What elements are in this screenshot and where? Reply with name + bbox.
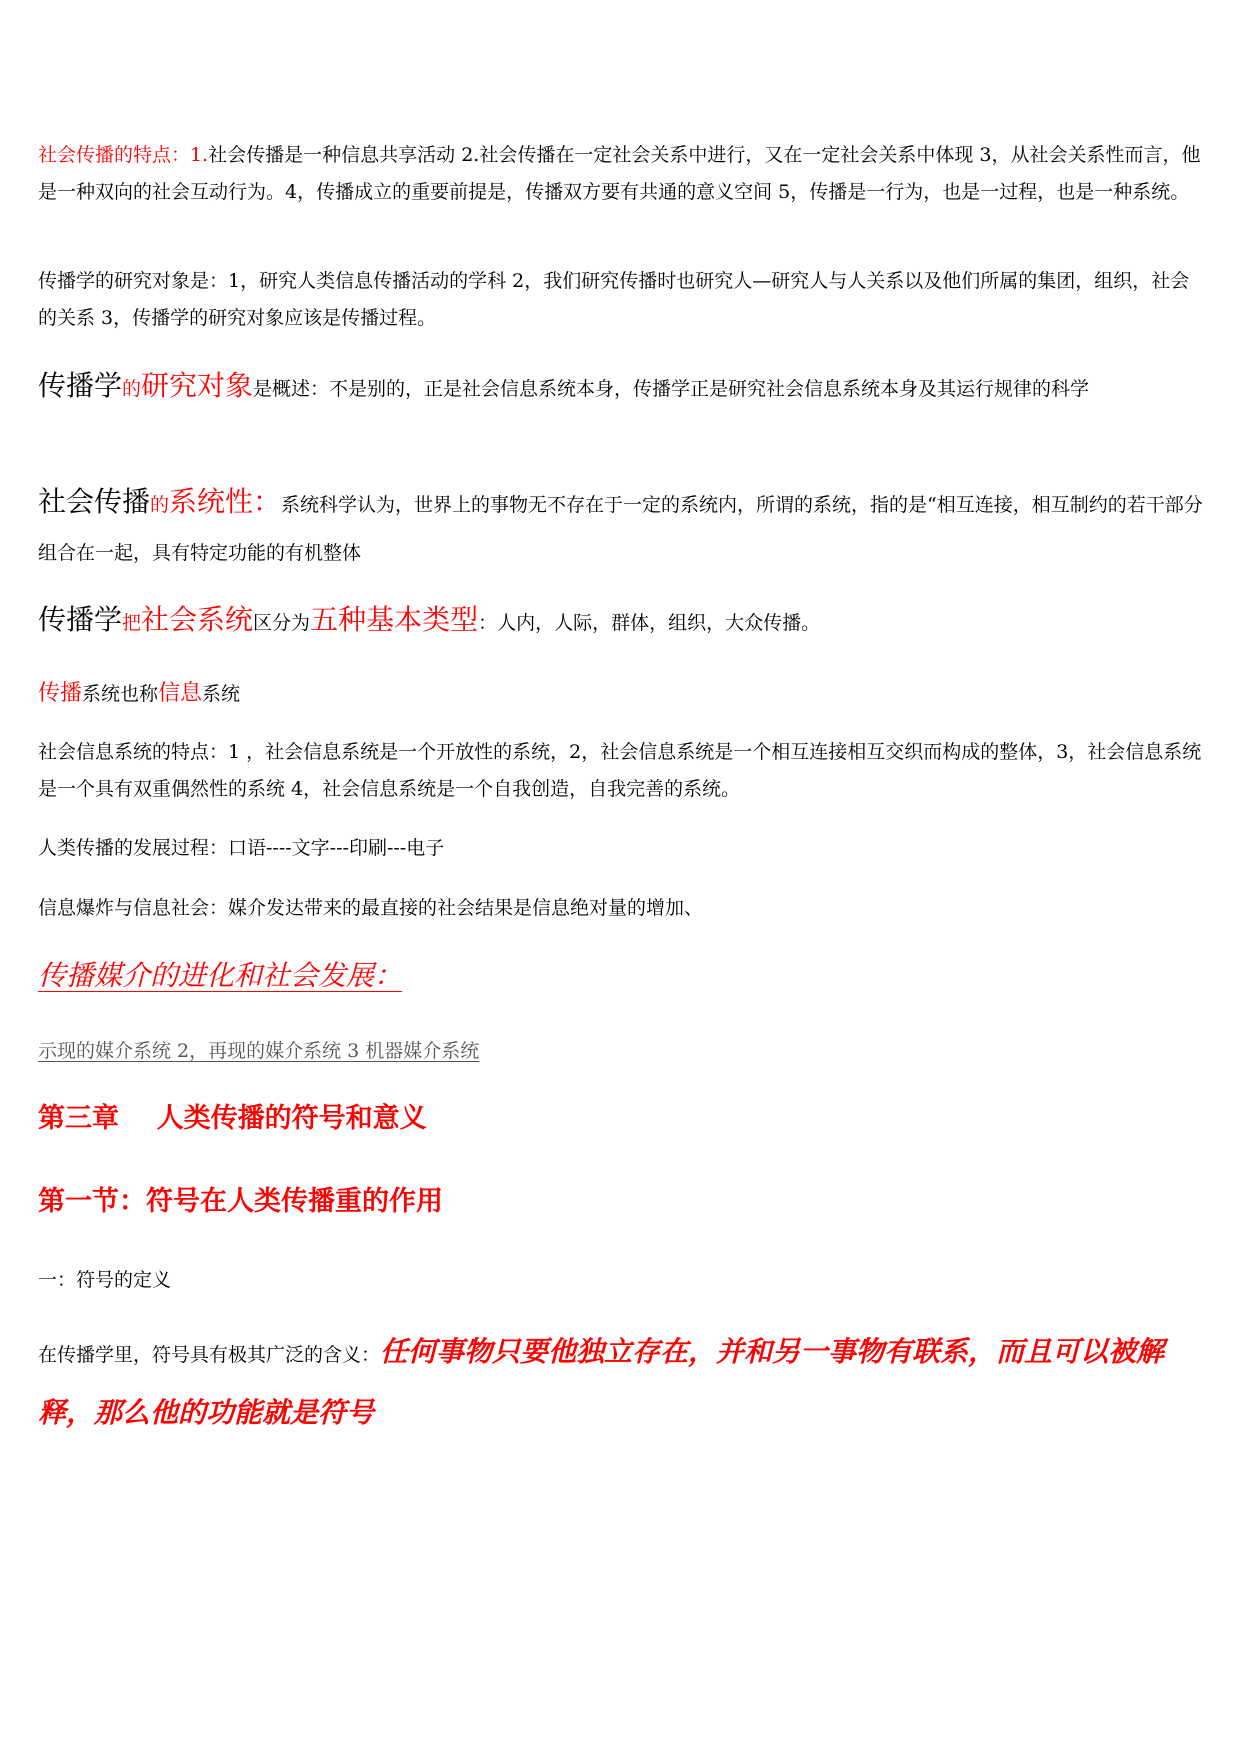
subsection-symbol-definition: 一：符号的定义 xyxy=(38,1269,172,1291)
symbol-definition-paragraph xyxy=(38,1323,1203,1445)
symbol-red: 任何事物只要他独立存在，并和另一事物有联系，而且可以被解释，那么他的功能就是符号 xyxy=(38,1335,1165,1429)
features-num: 1. xyxy=(190,144,209,166)
systematic-term: 社会传播 xyxy=(38,485,151,518)
symbol-lead: 在传播学里，符号具有极其广泛的含义： xyxy=(38,1344,381,1366)
info-mid: 系统也称 xyxy=(82,683,159,705)
summary-de: 的 xyxy=(122,378,142,400)
research-object-text: 传播学的研究对象是：1，研究人类信息传播活动的学科 2，我们研究传播时也研究人—研究人与人关系以及他们所属的集团，组织，社会的关系 3，传播学的研究对象应该是传播过程。 xyxy=(38,270,1190,329)
summary-rest: 是概述：不是别的，正是社会信息系统本身，传播学正是研究社会信息系统本身及其运行规律的科学 xyxy=(253,378,1090,400)
social-communication-features xyxy=(38,137,1203,211)
development-process xyxy=(38,830,1203,867)
summary-term: 传播学 xyxy=(38,369,123,402)
media-evolution-heading xyxy=(38,954,1203,1002)
five-types-ba: 把 xyxy=(122,612,142,634)
five-types-paragraph xyxy=(38,596,1203,647)
features-text: 社会传播是一种信息共享活动 2.社会传播在一定社会关系中进行，又在一定社会关系中体现 3，从社会关系性而言，他是一种双向的社会互动行为。4，传播成立的重要前提是，传播双方要有共通的意义空间 5，传播是一行为，也是一过程，也是一种系统。 xyxy=(38,144,1201,203)
media-systems-line xyxy=(38,1034,1203,1069)
systematic-rest: 系统科学认为，世界上的事物无不存在于一定的系统内，所谓的系统，指的是“相互连接，相互制约的若干部分组合在一起，具有特定功能的有机整体 xyxy=(38,494,1203,564)
information-explosion-text: 信息爆炸与信息社会：媒介发达带来的最直接的社会结果是信息绝对量的增加、 xyxy=(38,897,704,919)
summary-red: 研究对象 xyxy=(141,369,254,402)
five-types-term: 传播学 xyxy=(38,603,123,636)
research-object-summary xyxy=(38,362,1203,413)
systematic-de: 的 xyxy=(150,494,170,516)
information-explosion xyxy=(38,890,1203,927)
systematic-red: 系统性： xyxy=(169,485,282,518)
five-types-mid: 区分为 xyxy=(253,612,311,634)
five-types-red2: 五种基本类型 xyxy=(310,603,479,636)
info-system-features-text: 社会信息系统的特点：1 ，社会信息系统是一个开放性的系统，2，社会信息系统是一个相互连接相互交织而构成的整体，3，社会信息系统是一个具有双重偶然性的系统 4，社会信息系统是一个自我创造，自我完善的系统。 xyxy=(38,741,1202,800)
media-systems-text: 示现的媒介系统 2，再现的媒介系统 3 机器媒介系统 xyxy=(38,1040,480,1062)
chapter-title: 第三章 人类传播的符号和意义 xyxy=(38,1103,427,1134)
information-system-line xyxy=(38,674,1203,714)
info-red1: 传播 xyxy=(38,681,83,706)
section-title: 第一节：符号在人类传播重的作用 xyxy=(38,1186,443,1217)
five-types-red1: 社会系统 xyxy=(141,603,254,636)
info-red2: 信息 xyxy=(158,681,203,706)
research-object-paragraph xyxy=(38,263,1203,337)
info-system-features xyxy=(38,734,1203,808)
info-rest: 系统 xyxy=(202,683,241,705)
five-types-rest: ：人内，人际，群体，组织，大众传播。 xyxy=(478,612,821,634)
systematic-paragraph xyxy=(38,478,1203,577)
features-label: 社会传播的特点： xyxy=(38,144,191,166)
development-process-text: 人类传播的发展过程：口语----文字---印刷---电子 xyxy=(38,837,445,859)
media-evolution-text: 传播媒介的进化和社会发展： xyxy=(38,959,403,992)
